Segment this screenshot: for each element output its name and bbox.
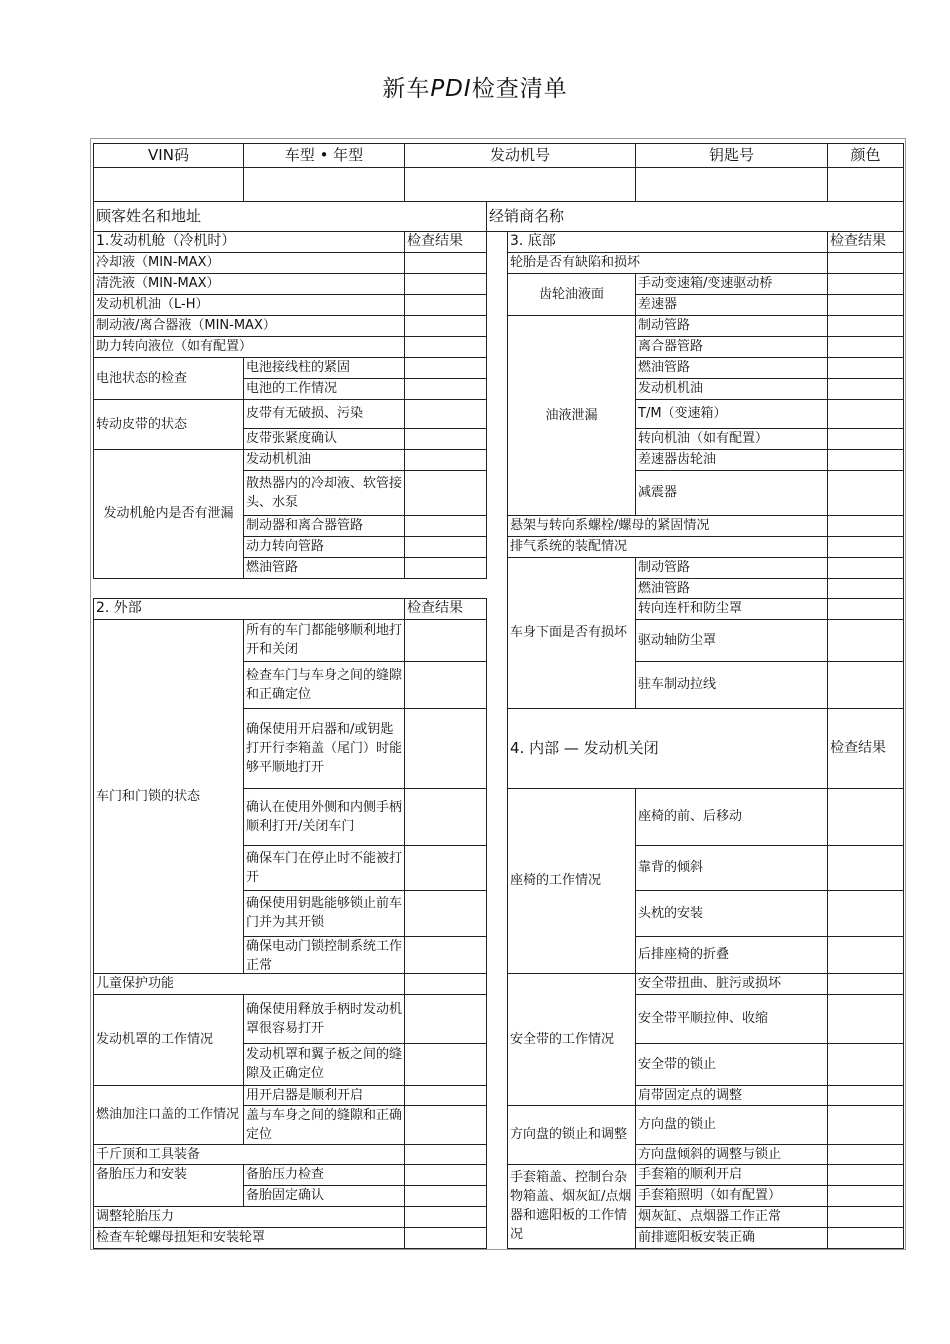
gear-oil-label-text: 齿轮油液面: [538, 286, 604, 302]
section4-result-header-text: 检查结果: [830, 739, 886, 756]
glove-d-text: 前排遮阳板安装正确: [638, 1230, 756, 1245]
customer-label-text: 顾客姓名和地址: [96, 206, 202, 225]
s2-door_a-text: 所有的车门都能够顺利地打开和关闭: [246, 623, 402, 657]
s3-leak-a-text: 制动管路: [638, 318, 691, 333]
hood-label-text: 发动机罩的工作情况: [96, 1032, 214, 1047]
seat-b-text: 靠背的倾斜: [638, 860, 704, 875]
hood-a-result: [404, 994, 487, 1044]
s3-leak-a-result: [827, 315, 904, 337]
model-value: [243, 167, 405, 202]
spare-a-text: 备胎压力检查: [246, 1167, 325, 1182]
seat-b-result: [827, 845, 904, 891]
s3-leak-d-text: 发动机机油: [638, 381, 704, 396]
glove-c-text: 烟灰缸、点烟器工作正常: [638, 1209, 782, 1224]
seat-d-text: 后排座椅的折叠: [638, 947, 730, 962]
under-a-text: 制动管路: [638, 560, 691, 575]
leak-e-text: 燃油管路: [246, 560, 299, 575]
seat-a-text: 座椅的前、后移动: [638, 809, 743, 824]
seatbelt-a-text: 安全带扭曲、脏污或损坏: [638, 976, 782, 991]
dealer-label-text: 经销商名称: [489, 206, 565, 225]
wheel-a-result: [827, 1105, 904, 1145]
section3-result-header-text: 检查结果: [830, 233, 886, 249]
hood-b-text: 发动机罩和翼子板之间的缝隙及正确定位: [246, 1047, 402, 1081]
s3-leak-b-result: [827, 336, 904, 358]
s3-leak-e-text: T/M（变速箱）: [638, 406, 727, 421]
seatbelt-c-text: 安全带的锁止: [638, 1056, 717, 1072]
under-c-text: 转向连杆和防尘罩: [638, 601, 743, 616]
color-value: [827, 167, 904, 202]
jack-row-result: [404, 1144, 487, 1165]
leak-b-result: [404, 470, 487, 516]
under-label-text: 车身下面是否有损坏: [510, 625, 628, 640]
s2-door_f-result: [404, 890, 487, 937]
gear-b-result: [827, 294, 904, 316]
s3-leak-d-result: [827, 378, 904, 400]
wheel-b-result: [827, 1144, 904, 1165]
wheel-label-text: 方向盘的锁止和调整: [510, 1127, 628, 1142]
page-title: 新车PDI检查清单: [382, 76, 568, 102]
s3-leak-f-text: 转向机油（如有配置）: [638, 431, 769, 446]
seat-c-result: [827, 890, 904, 937]
oil-row-result: [404, 294, 487, 316]
s2-door_e-text: 确保车门在停止时不能被打开: [246, 850, 402, 885]
s2-door_c-result: [404, 708, 487, 789]
belt-a-text: 皮带有无破损、污染: [246, 406, 364, 421]
section2-title-text: 2. 外部: [96, 600, 142, 616]
tire-row-result: [404, 1206, 487, 1228]
glove-b-text: 手套箱照明（如有配置）: [638, 1188, 782, 1203]
tire-row-text: 调整轮胎压力: [96, 1209, 175, 1224]
engine-value: [404, 167, 636, 202]
s3-leak-h-text: 减震器: [638, 485, 678, 500]
leak-label-text: 发动机舱内是否有泄漏: [103, 506, 234, 521]
under-e-result: [827, 661, 904, 709]
oil-row-text: 发动机机油（L-H）: [96, 297, 209, 312]
belt-b-result: [404, 428, 487, 450]
glove-c-result: [827, 1206, 904, 1228]
s2-door_b-text: 检查车门与车身之间的缝隙和正确定位: [246, 667, 402, 702]
seatbelt-c-result: [827, 1043, 904, 1086]
s3-leak-g-text: 差速器齿轮油: [638, 452, 717, 467]
s2-door_f-text: 确保使用钥匙能够锁止前车门并为其开锁: [246, 896, 402, 930]
gear-b-text: 差速器: [638, 297, 678, 312]
vin-header-text: VIN码: [148, 145, 189, 164]
section1-result-header-text: 检查结果: [407, 233, 463, 249]
seatbelt-b-text: 安全带平顺拉伸、收缩: [638, 1011, 769, 1026]
battery-label-text: 电池状态的检查: [96, 370, 188, 386]
wheel-b-text: 方向盘倾斜的调整与锁止: [638, 1147, 782, 1162]
s2-door_d-result: [404, 788, 487, 846]
child-row-result: [404, 973, 487, 995]
power-steer-row-text: 助力转向液位（如有配置）: [96, 339, 253, 354]
washer-row-result: [404, 273, 487, 295]
s3-leak-h-result: [827, 470, 904, 516]
battery-b-text: 电池的工作情况: [246, 381, 338, 396]
key-value: [635, 167, 828, 202]
under-a-result: [827, 557, 904, 579]
under-b-text: 燃油管路: [638, 581, 691, 596]
s3-leak-e-result: [827, 399, 904, 429]
leak-d-text: 动力转向管路: [246, 539, 325, 554]
brake-fluid-row-result: [404, 315, 487, 337]
model-header-text: 车型 • 年型: [284, 145, 364, 164]
gear-a-result: [827, 273, 904, 295]
coolant-row-text: 冷却液（MIN-MAX）: [96, 255, 220, 270]
seat-c-text: 头枕的安装: [638, 905, 704, 921]
key-header-text: 钥匙号: [708, 145, 754, 164]
s2-door_c-text: 确保使用开启器和/或钥匙打开行李箱盖（尾门）时能够平顺地打开: [246, 721, 402, 775]
s2-door_d-text: 确认在使用外侧和内侧手柄顺利打开/关闭车门: [246, 799, 402, 834]
coolant-row-result: [404, 252, 487, 274]
spare-label-text: 备胎压力和安装: [96, 1167, 188, 1182]
battery-a-result: [404, 357, 487, 379]
battery-a-text: 电池接线柱的紧固: [246, 360, 351, 375]
under-c-result: [827, 598, 904, 620]
seatbelt-d-text: 肩带固定点的调整: [638, 1088, 743, 1103]
leak-a-result: [404, 449, 487, 471]
child-row-text: 儿童保护功能: [96, 976, 175, 991]
leak-a-text: 发动机机油: [246, 452, 312, 467]
gear-a-text: 手动变速箱/变速驱动桥: [638, 276, 773, 291]
battery-b-result: [404, 378, 487, 400]
section3-title-text: 3. 底部: [510, 233, 556, 249]
belt-a-result: [404, 399, 487, 429]
spare-a-result: [404, 1164, 487, 1186]
seatbelt-a-result: [827, 973, 904, 995]
lug-row-text: 检查车轮螺母扭矩和安装轮罩: [96, 1230, 266, 1245]
leak-c-text: 制动器和离合器管路: [246, 518, 364, 533]
glove-b-result: [827, 1185, 904, 1207]
leak-d-result: [404, 536, 487, 558]
washer-row-text: 清洗液（MIN-MAX）: [96, 276, 220, 291]
under-d-result: [827, 619, 904, 662]
fuel-a-result: [404, 1085, 487, 1106]
seatbelt-d-result: [827, 1085, 904, 1106]
s3-leak-b-text: 离合器管路: [638, 339, 704, 354]
fuel-a-text: 用开启器是顺利开启: [246, 1088, 364, 1103]
vin-value: [93, 167, 244, 202]
under-b-result: [827, 578, 904, 599]
wheel-a-text: 方向盘的锁止: [638, 1117, 717, 1132]
hood-a-text: 确保使用释放手柄时发动机罩很容易打开: [246, 1001, 402, 1036]
susp-row-result: [827, 515, 904, 537]
section2-result-header-text: 检查结果: [407, 600, 463, 616]
spare-b-result: [404, 1185, 487, 1207]
s3-leak-f-result: [827, 428, 904, 450]
glove-a-result: [827, 1164, 904, 1186]
engine-header-text: 发动机号: [489, 145, 550, 164]
seat-label-text: 座椅的工作情况: [510, 873, 602, 888]
glove-a-text: 手套箱的顺利开启: [638, 1167, 743, 1182]
belt-label-text: 转动皮带的状态: [96, 416, 188, 432]
susp-row-text: 悬架与转向系螺栓/螺母的紧固情况: [510, 518, 710, 533]
hood-b-result: [404, 1043, 487, 1086]
exhaust-row-text: 排气系统的装配情况: [510, 539, 628, 554]
s2-door_g-text: 确保电动门锁控制系统工作正常: [246, 939, 402, 972]
s2-door_b-result: [404, 661, 487, 709]
fuel-b-result: [404, 1105, 487, 1145]
doors-label-text: 车门和门锁的状态: [96, 788, 201, 804]
leak-c-result: [404, 515, 487, 537]
spare-b-text: 备胎固定确认: [246, 1188, 325, 1203]
leak-e-result: [404, 557, 487, 579]
power-steer-row-result: [404, 336, 487, 358]
s2-door_e-result: [404, 845, 487, 891]
seat-a-result: [827, 788, 904, 846]
tires-row-text: 轮胎是否有缺陷和损坏: [510, 255, 641, 270]
section4-title-text: 4. 内部 — 发动机关闭: [510, 738, 659, 757]
fuel-b-text: 盖与车身之间的缝隙和正确定位: [246, 1108, 402, 1142]
seatbelt-label-text: 安全带的工作情况: [510, 1031, 615, 1047]
s3-leak-g-result: [827, 449, 904, 471]
s2-door_a-result: [404, 619, 487, 662]
s3-leak-c-result: [827, 357, 904, 379]
exhaust-row-result: [827, 536, 904, 558]
section1-title-text: 1.发动机舱（冷机时）: [96, 233, 236, 249]
glove-d-result: [827, 1227, 904, 1249]
belt-b-text: 皮带张紧度确认: [246, 431, 338, 446]
leak-b-text: 散热器内的冷却液、软管接头、水泵: [246, 475, 402, 510]
seatbelt-b-result: [827, 994, 904, 1044]
s3-leak-c-text: 燃油管路: [638, 360, 691, 375]
glove-label-text: 手套箱盖、控制台杂物箱盖、烟灰缸/点烟器和遮阳板的工作情况: [510, 1170, 632, 1242]
fuel-label-text: 燃油加注口盖的工作情况: [96, 1107, 240, 1122]
brake-fluid-row-text: 制动液/离合器液（MIN-MAX）: [96, 318, 276, 333]
jack-row-text: 千斤顶和工具装备: [96, 1147, 201, 1162]
under-d-text: 驱动轴防尘罩: [638, 632, 717, 648]
s2-door_g-result: [404, 936, 487, 974]
under-e-text: 驻车制动拉线: [638, 677, 717, 692]
seat-d-result: [827, 936, 904, 974]
tires-row-result: [827, 252, 904, 274]
s3-leak-label-text: 油液泄漏: [545, 407, 598, 423]
lug-row-result: [404, 1227, 487, 1249]
color-header-text: 颜色: [850, 145, 881, 164]
